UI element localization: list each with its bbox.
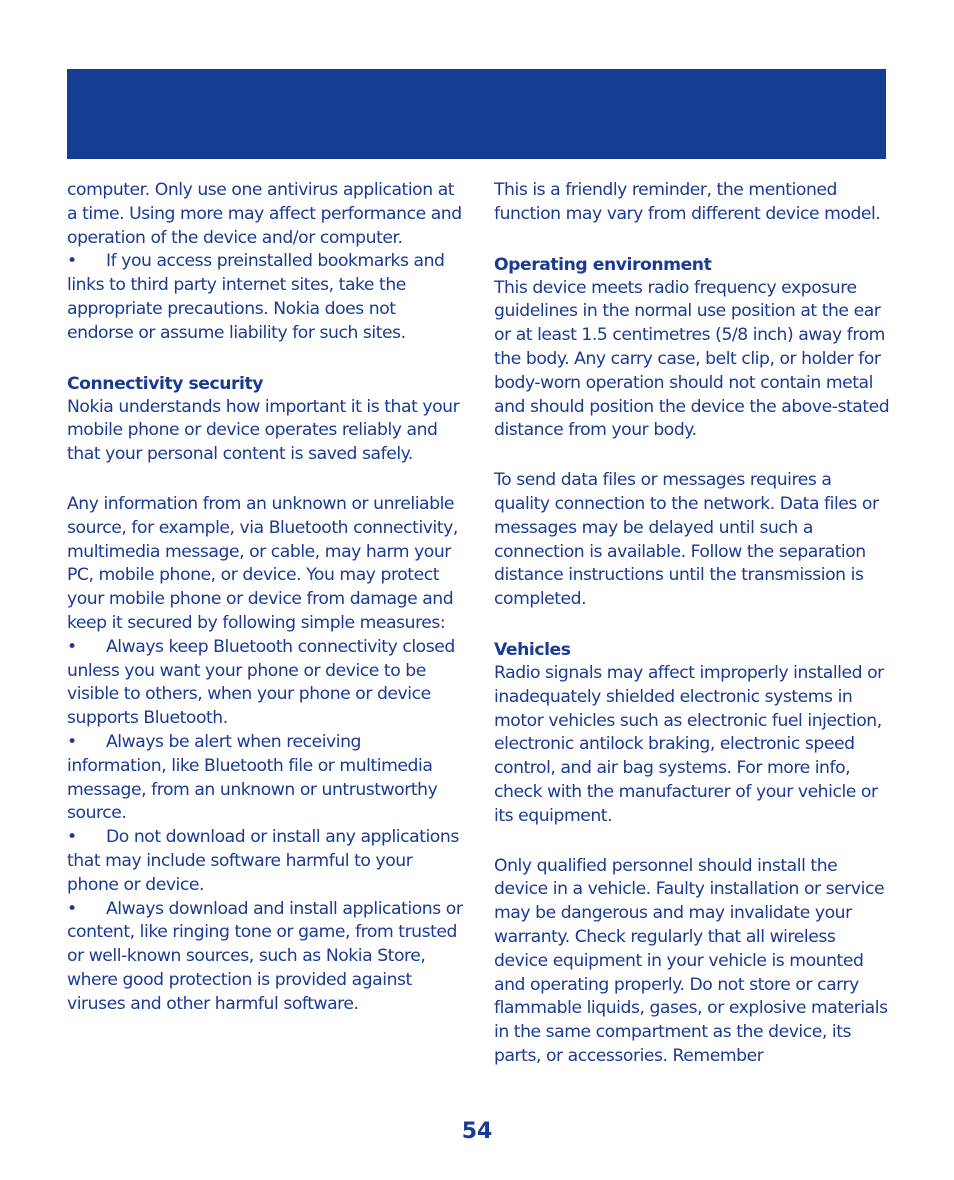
left-column [67, 179, 463, 1017]
paragraph-unknown-source: Any information from an unknown or unreliable source, for example, via Bluetooth connectivity, multimedia message, or cable, may harm your PC, mobile phone, or device. You may protect your mobile phone or device from damage and keep it secured by following simple measures: [67, 493, 458, 633]
bullet-bookmarks [67, 250, 463, 345]
paragraph-vehicles: Radio signals may affect improperly installed or inadequately shielded electronic systems in motor vehicles such as electronic fuel injection, electronic antilock braking, electronic speed control, and air bag systems. For more info, check with the manufacturer of your vehicle or its equipment. [494, 662, 884, 826]
paragraph-antivirus: computer. Only use one antivirus application at a time. Using more may affect performance and operation of the device and/or computer. [67, 180, 462, 248]
paragraph-reminder: This is a friendly reminder, the mentioned function may vary from different device model. [494, 180, 881, 224]
bullet-do-not-download [67, 826, 463, 897]
paragraph-qualified-personnel: Only qualified personnel should install the device in a vehicle. Faulty installation or service may be dangerous and may invalidate your warranty. Check regularly that all wireless device equipment in your vehicle is mounted and operating properly. Do not store or carry flammable liquids, gases, or explosive materials in the same compartment as the device, its parts, or accessories. Remember [494, 855, 888, 1066]
paragraph-data-files: To send data files or messages requires a quality connection to the network. Data files or messages may be delayed until such a connection is available. Follow the separation distance instructions until the transmission is completed. [494, 470, 879, 610]
bullet-bluetooth-closed [67, 636, 463, 731]
heading-operating-environment: Operating environment [494, 254, 712, 275]
heading-vehicles: Vehicles [494, 639, 571, 660]
bullet-text: Always keep Bluetooth connectivity closed unless you want your phone or device to be visible to others, when your phone or device supports Bluetooth. [67, 636, 455, 729]
bullet-text: Do not download or install any applications that may include software harmful to your phone or device. [67, 827, 459, 895]
bullet-text: Always download and install applications or content, like ringing tone or game, from trusted or well-known sources, such as Nokia Store, where good protection is provided against viruses and other harmful software. [67, 898, 463, 1014]
bullet-be-alert [67, 731, 463, 826]
bullet-icon: • [67, 636, 77, 657]
paragraph-connectivity: Nokia understands how important it is that your mobile phone or device operates reliably and that your personal content is saved safely. [67, 396, 460, 465]
bullet-text: If you access preinstalled bookmarks and links to third party internet sites, take the appropriate precautions. Nokia does not endorse or assume liability for such sites. [67, 251, 445, 343]
bullet-icon: • [67, 251, 77, 272]
bullet-text: Always be alert when receiving information, like Bluetooth file or multimedia message, from an unknown or untrustworthy source. [67, 731, 438, 824]
bullet-trusted-sources [67, 898, 463, 1017]
page-number: 54 [461, 1119, 493, 1144]
bullet-icon: • [67, 731, 77, 752]
bullet-icon: • [67, 827, 77, 848]
heading-connectivity-security: Connectivity security [67, 373, 263, 394]
right-column [494, 179, 890, 1069]
bullet-icon: • [67, 898, 77, 919]
paragraph-operating: This device meets radio frequency exposure guidelines in the normal use position at the ear or at least 1.5 centimetres (5/8 inch) away from the body. Any carry case, belt clip, or holder for body-worn operation should not contain metal and should position the device the above-stated distance from your body. [494, 277, 890, 441]
header-bar [67, 69, 886, 159]
